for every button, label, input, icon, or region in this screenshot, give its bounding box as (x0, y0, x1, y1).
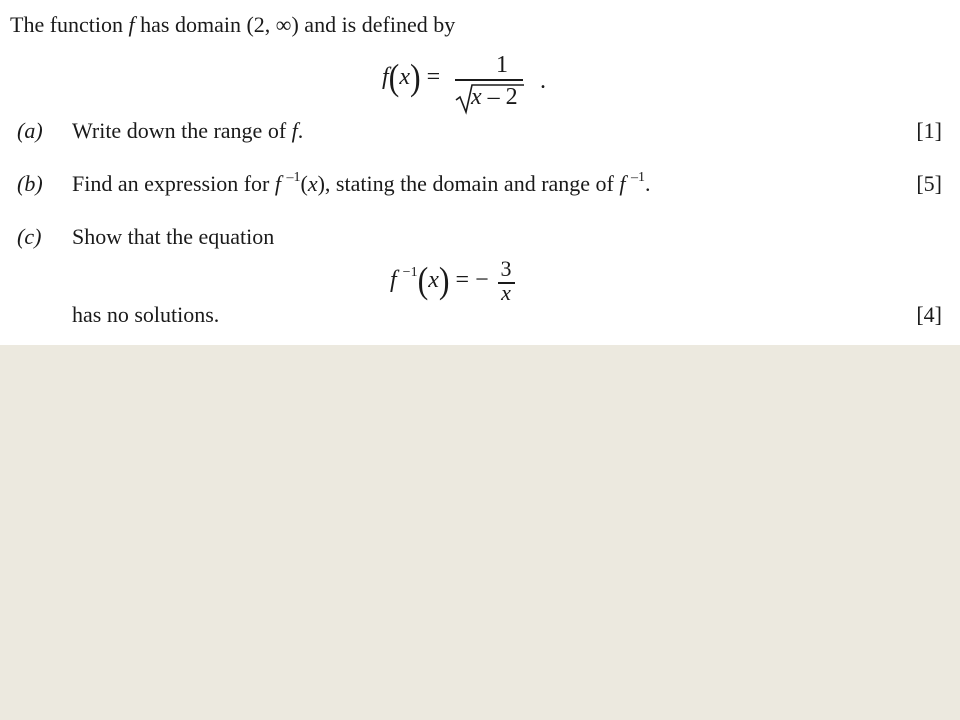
part-c-conclusion: has no solutions. (72, 302, 220, 327)
formula2-f: f (390, 267, 403, 293)
part-b-superscript-2: –1 (631, 169, 646, 185)
formula1-radicand-x: x (471, 84, 482, 110)
part-b-prompt: Find an expression for (72, 171, 275, 196)
formula2-lhs (390, 259, 489, 301)
formula1-denominator (454, 81, 526, 115)
intro-prefix: The function (10, 12, 129, 37)
part-b-x: x (307, 171, 318, 196)
part-b-f-inverse-2: f (619, 171, 632, 196)
formula1-radicand-rest: – 2 (481, 84, 518, 110)
part-b-marks: [5] (916, 171, 942, 196)
formula1-x: x (399, 64, 410, 90)
part-a-end: . (297, 118, 304, 143)
formula1-lhs (382, 56, 441, 98)
formula1-period: . (540, 68, 546, 94)
formula2-close-paren: ) (438, 259, 450, 301)
intro-text (10, 12, 455, 38)
part-c-marks: [4] (916, 302, 942, 327)
formula2-open-paren: ( (417, 259, 429, 301)
formula2-x: x (428, 267, 439, 293)
part-c-label: (c) (17, 224, 42, 249)
formula2-superscript: −1 (402, 265, 418, 280)
part-a-f: f (291, 118, 298, 143)
part-a-label: (a) (17, 118, 43, 143)
formula2-fraction (496, 258, 516, 308)
formula1-close-paren: ) (409, 56, 421, 98)
part-b-open-paren: ( (300, 171, 308, 196)
intro-function-name: f (128, 12, 135, 37)
part-b-end: . (645, 171, 651, 196)
formula1-open-paren: ( (388, 56, 400, 98)
part-b-text (72, 171, 651, 197)
formula1-numerator: 1 (496, 52, 508, 78)
formula1-equals: = (420, 64, 441, 90)
formula1-radicand (471, 84, 518, 111)
part-c-prompt: Show that the equation (72, 224, 275, 249)
formula1-f: f (382, 64, 389, 90)
part-a-marks: [1] (916, 118, 942, 143)
part-a-text (72, 118, 303, 144)
intro-suffix: has domain (2, ∞) and is defined by (134, 12, 456, 37)
formula2-equals-minus: = − (449, 267, 489, 293)
formula2-numerator: 3 (500, 256, 512, 281)
part-b-superscript-1: –1 (286, 169, 301, 185)
formula2-denominator: x (501, 280, 511, 305)
part-b-label: (b) (17, 171, 43, 196)
part-b-prompt-continued: ), stating the domain and range of (317, 171, 620, 196)
part-b-f-inverse-1: f (274, 171, 287, 196)
part-a-prompt: Write down the range of (72, 118, 292, 143)
question-sheet (0, 0, 960, 345)
